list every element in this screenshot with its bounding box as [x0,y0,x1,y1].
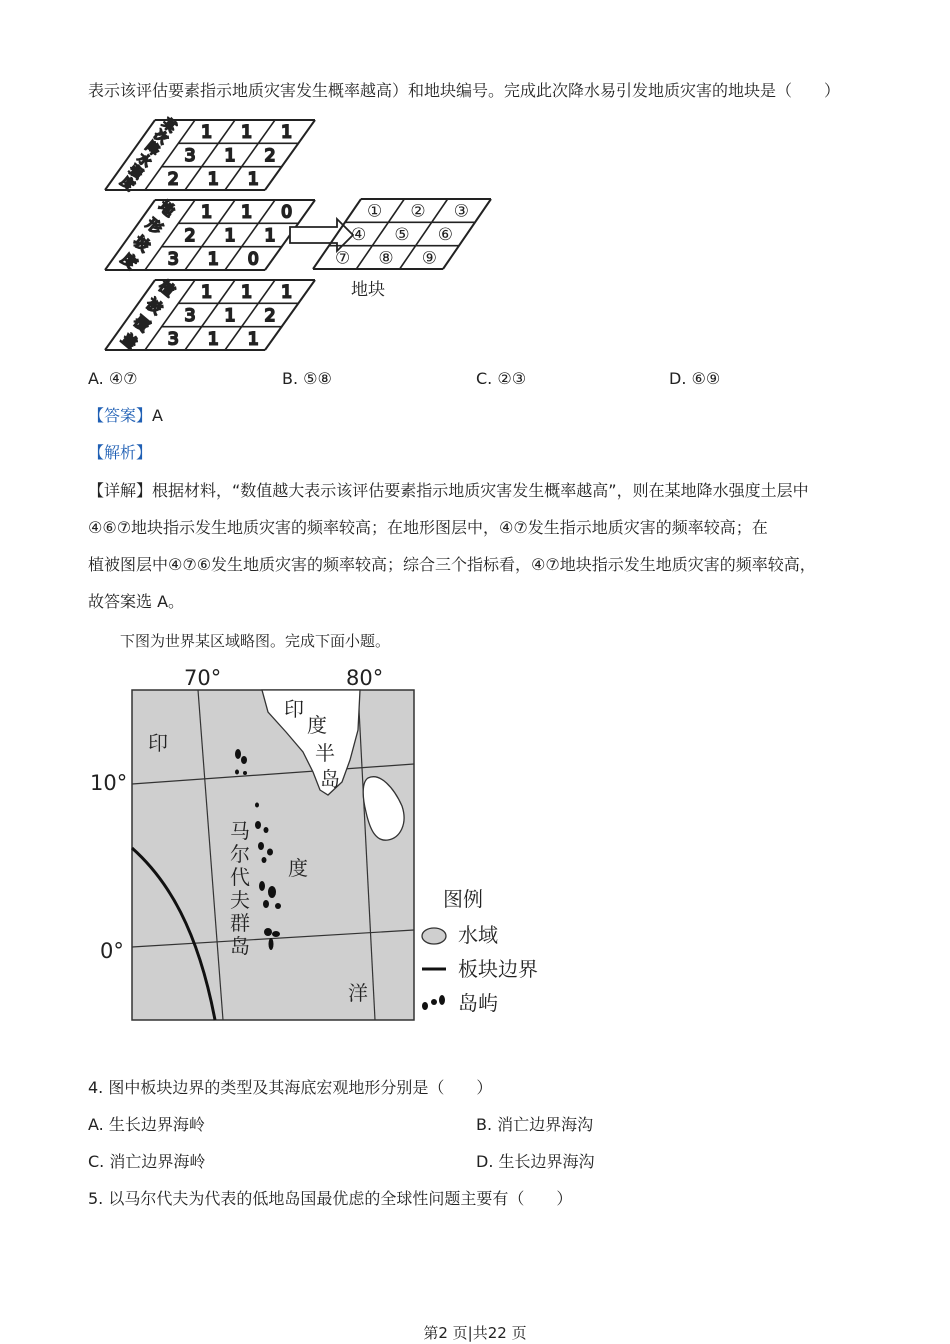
layer-3-cell-1-0: 3 [184,306,196,326]
q3-option-a[interactable]: A. ④⑦ [88,369,138,388]
layer-1-cell-1-2: 2 [264,146,276,166]
ocean-label-2: 度 [288,856,308,880]
answer-value: A [152,406,163,425]
block-cell-1-1: ⑤ [394,225,410,245]
layer-2-cell-0-0: 1 [201,202,213,223]
layer-3-cell-0-1: 1 [241,282,253,303]
layer-1-label-char-0: 某 [159,115,179,136]
layer-1-cell-2-0: 2 [167,169,179,190]
layer-2-label-char-3: 度 [117,249,141,273]
block-cell-2-2: ⑨ [421,248,437,269]
islands-label-5: 群 [230,911,250,935]
legend-title: 图例 [443,887,483,911]
q3-option-d[interactable]: D. ⑥⑨ [669,369,721,388]
layer-3-cell-0-2: 1 [281,282,293,303]
peninsula-label-3: 半 [315,741,335,765]
region-map [88,660,548,1030]
islands-label-4: 夫 [230,888,250,912]
detail-line-2: ④⑥⑦地块指示发生地质灾害的频率较高；在地形图层中，④⑦发生指示地质灾害的频率较高；在 [88,518,768,537]
peninsula-label-1: 印 [284,697,304,721]
layer-1-cell-0-2: 1 [281,122,293,143]
block-label: 地块 [351,280,385,300]
q4-option-d[interactable]: D. 生长边界海沟 [476,1152,595,1171]
lat-label-10: 10° [90,771,128,795]
layer-1-cell-0-0: 1 [201,122,213,143]
layer-1-label-char-4: 强 [125,162,146,183]
layer-1-label-char-5: 度 [117,174,137,195]
layer-2-cell-2-0: 3 [167,249,179,270]
islands-label-1: 马 [230,819,250,843]
layer-2-cell-2-1: 1 [207,249,219,270]
block-cell-0-1: ② [410,201,426,222]
block-cell-2-0: ⑦ [335,248,351,269]
layer-1-cell-1-1: 1 [224,146,236,166]
block-cell-1-2: ⑥ [437,225,453,245]
layer-3-label-char-1: 被 [142,294,166,318]
layer-1-cell-2-1: 1 [207,169,219,190]
page-footer: 第2 页|共22 页 [423,1324,527,1342]
ocean-label-3: 洋 [348,981,368,1005]
layer-1-cell-2-2: 1 [247,169,259,190]
block-cell-1-0: ④ [351,225,367,245]
q4-option-c[interactable]: C. 消亡边界海岭 [88,1152,206,1171]
water-legend-icon [422,928,446,944]
map-frame [132,690,414,1020]
layer-2-cell-1-1: 1 [224,226,236,246]
layer-3-cell-2-0: 3 [167,329,179,350]
layer-3-cell-2-2: 1 [247,329,259,350]
layer-3-label-char-3: 盖 [117,329,141,353]
block-cell-0-2: ③ [453,201,469,222]
layer-3-label-char-2: 覆 [130,312,154,336]
islands-label-2: 尔 [230,842,250,866]
answer-tag: 【答案】 [88,406,153,425]
layer-1-cell-0-1: 1 [241,122,253,143]
block-cell-0-0: ① [367,201,383,222]
layer-2-label-char-0: 地 [155,197,179,221]
islands-label-6: 岛 [230,934,250,958]
layer-1-label-char-2: 降 [142,139,162,160]
layer-2-label-char-1: 形 [142,214,166,238]
analysis-tag: 【解析】 [88,443,153,462]
legend [422,887,538,1015]
island-legend-icon [422,995,445,1010]
layer-3-label-char-0: 植 [155,277,179,301]
q3-option-b[interactable]: B. ⑤⑧ [282,369,332,388]
peninsula-label-2: 度 [307,713,327,737]
layer-3-cell-2-1: 1 [207,329,219,350]
layer-2-cell-0-1: 1 [241,202,253,223]
intro-line: 表示该评估要素指示地质灾害发生概率越高）和地块编号。完成此次降水易引发地质灾害的地块是（ ） [88,81,841,100]
peninsula-label-4: 岛 [320,767,340,791]
legend-islands: 岛屿 [458,991,498,1015]
layer-2-cell-0-2: 0 [281,202,293,223]
layer-3-cell-0-0: 1 [201,282,213,303]
layer-2-cell-1-2: 1 [264,226,276,246]
legend-water: 水域 [458,923,498,947]
q4-option-b[interactable]: B. 消亡边界海沟 [476,1115,594,1134]
lon-label-80: 80° [346,666,384,690]
layer-3-cell-1-1: 1 [224,306,236,326]
detail-line-3: 植被图层中④⑦⑥发生地质灾害的频率较高；综合三个指标看，④⑦地块指示发生地质灾害的频率较高， [88,555,816,574]
layer-diagram [85,115,525,355]
lat-label-0: 0° [100,939,124,963]
q4-option-a[interactable]: A. 生长边界海岭 [88,1115,205,1134]
legend-boundary: 板块边界 [458,957,538,981]
detail-line-1: 【详解】根据材料，“数值越大表示该评估要素指示地质灾害发生概率越高”，则在某地降水强度土层中 [88,481,809,500]
ocean-label-1: 印 [148,731,168,755]
q4-stem: 4. 图中板块边界的类型及其海底宏观地形分别是（ ） [88,1078,493,1097]
layer-2-cell-1-0: 2 [184,226,196,246]
islands-label-3: 代 [230,865,250,889]
detail-line-4: 故答案选 A。 [88,592,185,611]
layer-1-cell-1-0: 3 [184,146,196,166]
map-intro: 下图为世界某区域略图。完成下面小题。 [120,632,391,650]
block-cell-2-1: ⑧ [378,248,394,269]
q3-option-c[interactable]: C. ②③ [476,369,527,388]
answer-line [88,405,163,427]
q5-stem: 5. 以马尔代夫为代表的低地岛国最优虑的全球性问题主要有（ ） [88,1189,573,1208]
layer-2-cell-2-2: 0 [247,249,259,270]
layer-2-label-char-2: 坡 [130,232,154,256]
layer-1-label-char-3: 水 [134,150,154,171]
layer-3-cell-1-2: 2 [264,306,276,326]
lon-label-70: 70° [184,666,222,690]
layer-1-label-char-1: 次 [150,127,171,148]
